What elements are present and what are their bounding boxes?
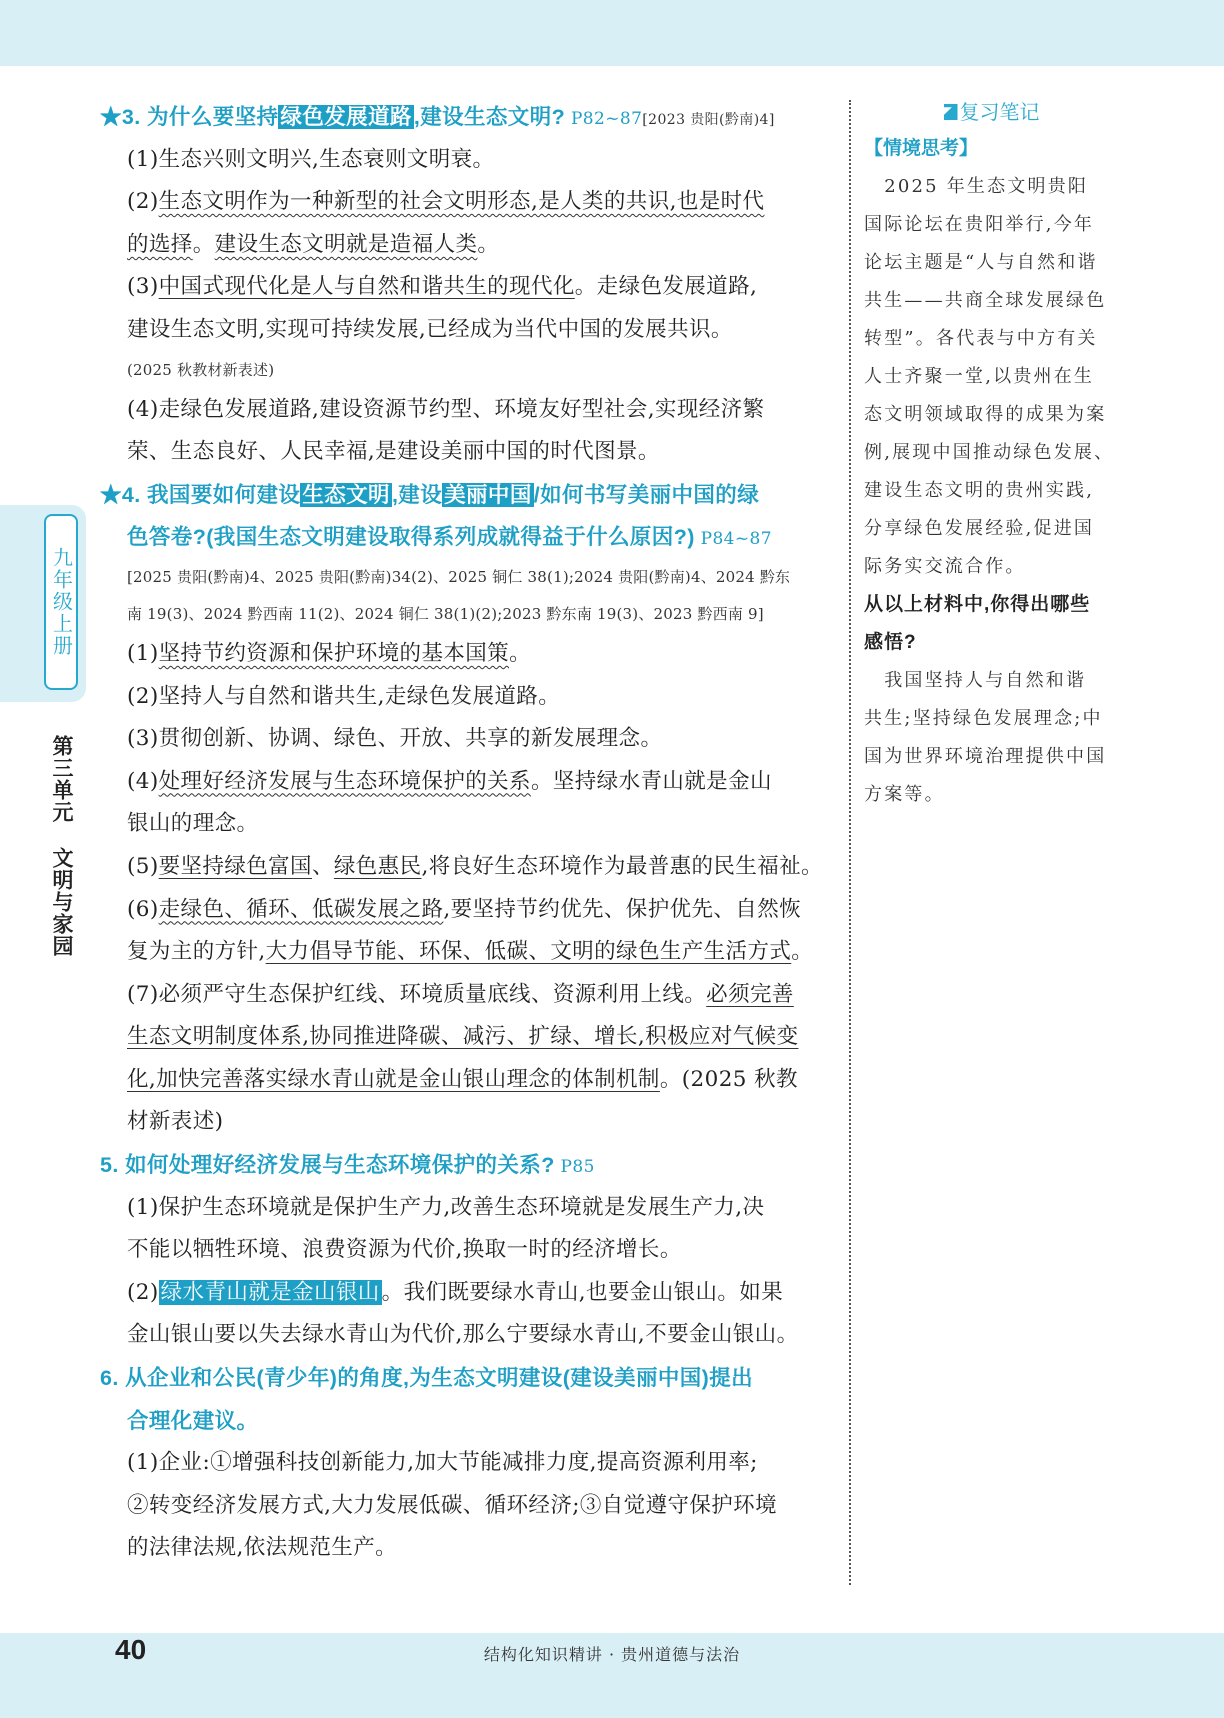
column-divider	[849, 100, 851, 1585]
answer-line: (3)贯彻创新、协调、绿色、开放、共享的新发展理念。	[127, 726, 663, 752]
answer-line: (2)坚持人与自然和谐共生,走绿色发展道路。	[127, 683, 561, 709]
answer-line: (4)走绿色发展道路,建设资源节约型、环境友好型社会,实现经济繁	[127, 396, 765, 422]
answer-line: (2)绿水青山就是金山银山。我们既要绿水青山,也要金山银山。如果	[127, 1279, 784, 1305]
pencil-icon	[944, 104, 958, 120]
footer-title: 结构化知识精讲 · 贵州道德与法治	[483, 1645, 741, 1664]
grade-tab	[44, 514, 78, 690]
page-ref: P84~87	[694, 529, 772, 550]
answer-line: (7)必须严守生态保护红线、环境质量底线、资源利用上线。必须完善	[127, 981, 794, 1007]
answer-line: 银山的理念。	[127, 811, 259, 837]
question-3-title: ★3. 为什么要坚持绿色发展道路,建设生态文明? P82~87[2023 贵阳(黔南)4]	[100, 105, 775, 129]
exam-source: [2023 贵阳(黔南)4]	[642, 112, 775, 128]
answer-line: 建设生态文明,实现可持续发展,已经成为当代中国的发展共识。	[127, 316, 733, 342]
answer-line: 金山银山要以失去绿水青山为代价,那么宁要绿水青山,不要金山银山。	[127, 1322, 799, 1348]
answer-line: (1)企业:①增强科技创新能力,加大节能减排力度,提高资源利用率;	[127, 1450, 758, 1476]
highlight: 生态文明	[302, 482, 390, 507]
reflection-answer: 我国坚持人与自然和谐 共生;坚持绿色发展理念;中 国为世界环境治理提供中国 方案等。	[864, 670, 1107, 805]
highlight: 绿色发展道路	[280, 105, 412, 129]
answer-line: 荣、生态良好、人民幸福,是建设美丽中国的时代图景。	[127, 439, 660, 465]
answer-line: ②转变经济发展方式,大力发展低碳、循环经济;③自觉遵守保护环境	[127, 1492, 777, 1518]
answer-line: (1)坚持节约资源和保护环境的基本国策。	[127, 640, 531, 666]
question-4-title: ★4. 我国要如何建设生态文明,建设美丽中国/如何书写美丽中国的绿	[100, 482, 760, 507]
answer-line: (6)走绿色、循环、低碳发展之路,要坚持节约优先、保护优先、自然恢	[127, 896, 801, 922]
top-band	[0, 0, 1224, 66]
answer-line: 生态文明制度体系,协同推进降碳、减污、扩绿、增长,积极应对气候变	[127, 1024, 799, 1050]
textbook-note: (2025 秋教材新表述)	[127, 360, 275, 379]
page-ref: P82~87	[565, 109, 643, 129]
highlight: 美丽中国	[444, 482, 532, 507]
answer-line: (4)处理好经济发展与生态环境保护的关系。坚持绿水青山就是金山	[127, 768, 772, 794]
answer-line: 化,加快完善落实绿水青山就是金山银山理念的体制机制。(2025 秋教	[127, 1066, 798, 1092]
notes-header: 复习笔记	[864, 96, 1119, 130]
answer-line: (3)中国式现代化是人与自然和谐共生的现代化。走绿色发展道路,	[127, 274, 758, 300]
question-6-title-cont: 合理化建议。	[127, 1408, 259, 1433]
answer-line: (1)保护生态环境就是保护生产力,改善生态环境就是发展生产力,决	[127, 1194, 765, 1220]
exam-source: 南 19(3)、2024 黔西南 11(2)、2024 铜仁 38(1)(2);2023 黔东南 19(3)、2023 黔西南 9]	[127, 604, 764, 623]
question-4-title-cont: 色答卷?(我国生态文明建设取得系列成就得益于什么原因?) P84~87	[127, 525, 772, 550]
review-notes-panel	[864, 96, 1119, 814]
answer-line: 的选择。建设生态文明就是造福人类。	[127, 231, 500, 257]
unit-title: 第三单元 文明与家园	[50, 735, 73, 957]
exam-source: [2025 贵阳(黔南)4、2025 贵阳(黔南)34(2)、2025 铜仁 38(1);2024 贵阳(黔南)4、2024 黔东	[127, 567, 791, 586]
answer-line: (5)要坚持绿色富国、绿色惠民,将良好生态环境作为最普惠的民生福祉。	[127, 853, 823, 879]
answer-line: 不能以牺牲环境、浪费资源为代价,换取一时的经济增长。	[127, 1237, 682, 1263]
grade-tab-label: 九年级上册	[49, 547, 72, 657]
page-number: 40	[115, 1634, 147, 1665]
answer-line: (2)生态文明作为一种新型的社会文明形态,是人类的共识,也是时代	[127, 189, 765, 215]
scenario-text: 2025 年生态文明贵阳 国际论坛在贵阳举行,今年 论坛主题是“人与自然和谐 共生——共商全球发展绿色 转型”。各代表与中方有关 人士齐聚一堂,以贵州在生 态文明领域取得的成果为案 例,展现中国推动绿色发展、 建设生态文明的贵州实践, 分享绿色发展经验,促进国 际务实交流合作。	[864, 176, 1115, 577]
answer-line: 材新表述)	[127, 1109, 224, 1135]
question-5-title: 5. 如何处理好经济发展与生态环境保护的关系? P85	[100, 1153, 595, 1178]
answer-line: 复为主的方针,大力倡导节能、环保、低碳、文明的绿色生产生活方式。	[127, 939, 814, 965]
highlight: 绿水青山就是金山银山	[160, 1279, 380, 1305]
answer-line: (1)生态兴则文明兴,生态衰则文明衰。	[127, 146, 495, 172]
reflection-question: 从以上材料中,你得出哪些 感悟?	[864, 594, 1091, 653]
main-content	[100, 96, 840, 1570]
answer-line: 的法律法规,依法规范生产。	[127, 1535, 398, 1561]
question-6-title: 6. 从企业和公民(青少年)的角度,为生态文明建设(建设美丽中国)提出	[100, 1366, 754, 1391]
scenario-tag: 【情境思考】	[864, 138, 979, 159]
page-ref: P85	[554, 1157, 595, 1178]
